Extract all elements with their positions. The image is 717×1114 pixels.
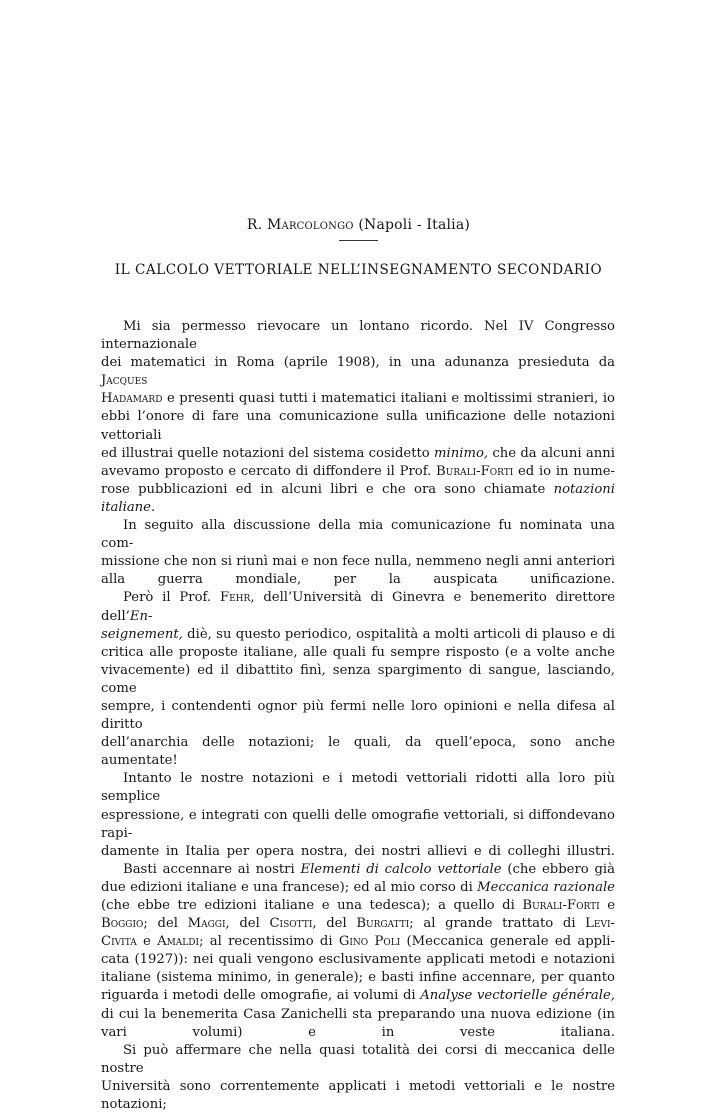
text-run: italiane (sistema minimo, in generale); e basti infine accennare, per quanto	[101, 970, 615, 986]
text-line	[101, 916, 615, 931]
text-line	[101, 771, 615, 804]
text-run: e	[599, 898, 616, 913]
text-run: ; al recentissimo di	[199, 934, 339, 950]
text-line	[101, 880, 615, 895]
text-run: ; al grande trattato di	[409, 916, 586, 932]
author-initial: R.	[246, 217, 263, 233]
text-run: vivacemente) ed il dibattito finì, senza spargimento di sangue, lasciando, come	[101, 662, 615, 696]
text-line	[101, 464, 615, 479]
small-caps-name: Maggi	[187, 916, 226, 932]
text-run: In seguito alla discussione della mia comunicazione fu nominata una com-	[101, 518, 615, 552]
italic-text: En-	[129, 608, 153, 624]
text-run: Università sono correntemente applicati i metodi vettoriali e le nostre notazioni;	[101, 1078, 615, 1113]
article-title: IL CALCOLO VETTORIALE NELL’INSEGNAMENTO SECONDARIO	[114, 262, 603, 278]
paragraph	[101, 517, 615, 589]
text-line	[101, 319, 615, 352]
text-line	[101, 988, 615, 1003]
text-line	[101, 590, 615, 623]
paragraph	[101, 318, 615, 517]
author-surname: Marcolongo	[266, 217, 354, 233]
text-run: damente in Italia per opera nostra, dei nostri allievi e di colleghi illustri.	[101, 843, 615, 859]
text-run: vari volumi) e in veste italiana.	[101, 1024, 615, 1040]
text-run: che da alcuni anni	[488, 445, 615, 461]
italic-text: Elementi di calcolo vettoriale	[300, 861, 502, 877]
text-line	[101, 482, 615, 515]
small-caps-name: Cisotti	[269, 916, 313, 932]
small-caps-name: Fehr	[219, 590, 251, 606]
text-line	[101, 844, 615, 859]
text-run: e presenti quasi tutti i matematici italiani e moltissimi stranieri, io	[162, 391, 615, 407]
text-run: Però il Prof.	[123, 590, 220, 606]
small-caps-name: Burgatti	[356, 916, 410, 932]
text-run: missione che non si riunì mai e non fece nulla, nemmeno negli anni anteriori	[101, 554, 615, 570]
text-run: , del	[312, 916, 357, 932]
small-caps-name: Jacques	[101, 373, 148, 389]
text-run: ed io in nume-	[513, 463, 615, 479]
italic-text: Analyse vectorielle générale,	[420, 988, 615, 1004]
text-line	[101, 554, 615, 569]
text-line	[101, 934, 615, 949]
text-run: due edizioni italiane e una francese); ed al mio corso di	[101, 879, 478, 895]
text-line	[101, 1025, 615, 1040]
italic-text: Meccanica razionale	[477, 879, 615, 895]
small-caps-name: Civita	[101, 934, 137, 950]
small-caps-name: Hadamard	[101, 391, 163, 407]
text-run: dei matematici in Roma (aprile 1908), in una adunanza presieduta da	[101, 355, 615, 371]
small-caps-name: Burali-Forti	[522, 898, 600, 913]
text-run: critica alle proposte italiane, alle quali fu sempre risposto (e a volte anche	[101, 644, 615, 660]
paragraph	[101, 589, 615, 770]
text-run: alla guerra mondiale, per la auspicata unificazione.	[101, 572, 615, 588]
text-line	[101, 952, 615, 967]
text-run: diè, su questo periodico, ospitalità a molti articoli di plauso e di	[182, 626, 615, 642]
text-run: sempre, i contendenti ognor più fermi nelle loro opinioni e nella difesa al diritto	[101, 698, 615, 733]
text-line	[101, 1007, 615, 1022]
article-body	[101, 318, 615, 1114]
italic-text: seignement,	[101, 626, 183, 642]
text-run: (che ebbero già	[501, 861, 615, 877]
text-line	[101, 355, 615, 388]
text-line	[101, 627, 615, 642]
text-run: Intanto le nostre notazioni e i metodi vettoriali ridotti alla loro più semplice	[101, 771, 615, 805]
italic-text: minimo,	[434, 445, 489, 461]
text-run: Si può affermare che nella quasi totalità dei corsi di meccanica delle nostre	[101, 1042, 615, 1076]
text-run: ed illustrai quelle notazioni del sistema cosidetto	[101, 445, 435, 461]
paragraph	[101, 770, 615, 860]
author-line	[0, 217, 717, 233]
text-run: riguarda i metodi delle omografie, ai volumi di	[101, 988, 421, 1004]
text-run: (che ebbe tre edizioni italiane e una tedesca); a quello di	[101, 898, 523, 913]
text-line	[101, 645, 615, 660]
author-place: (Napoli - Italia)	[358, 217, 471, 233]
title-divider	[339, 240, 378, 241]
paragraph	[101, 1042, 615, 1114]
text-line	[101, 663, 615, 696]
text-run: espressione, e integrati con quelli delle omografie vettoriali, si diffondevano rapi-	[101, 807, 615, 841]
text-line	[101, 572, 615, 587]
small-caps-name: Burali-Forti	[436, 463, 514, 479]
text-run: avevamo proposto e cercato di diffondere il Prof.	[101, 463, 437, 479]
text-run: e	[136, 934, 158, 950]
text-run: Mi sia permesso rievocare un lontano ricordo. Nel IV Congresso internazionale	[101, 319, 615, 353]
text-line	[101, 391, 615, 406]
text-line	[101, 518, 615, 551]
small-caps-name: Gino Poli	[338, 934, 401, 950]
small-caps-name: Boggio	[101, 916, 144, 932]
text-line	[101, 1043, 615, 1076]
text-line	[101, 898, 615, 913]
text-line	[101, 446, 615, 461]
text-run: (Meccanica generale ed appli-	[400, 934, 615, 950]
text-line	[101, 735, 615, 768]
text-line	[123, 862, 615, 877]
text-run: di cui la benemerita Casa Zanichelli sta preparando una nuova edizione (in	[101, 1006, 615, 1022]
text-run: dell’anarchia delle notazioni; le quali, da quell’epoca, sono anche aumentate!	[101, 735, 615, 769]
text-run: Basti accennare ai nostri	[123, 861, 301, 877]
text-line	[101, 699, 615, 732]
text-run: cata (1927)): nei quali vengono esclusivamente applicati metodi e notazioni	[101, 952, 615, 968]
text-run: ebbi l’onore di fare una comunicazione sulla unificazione delle notazioni vettoriali	[101, 409, 615, 443]
text-line	[101, 808, 615, 841]
text-run: ; del	[143, 916, 188, 932]
italic-text: notazioni italiane.	[101, 481, 615, 515]
small-caps-name: Amaldi	[157, 934, 200, 950]
text-line	[101, 409, 615, 442]
small-caps-name: Levi-	[585, 916, 616, 932]
text-line	[101, 1079, 615, 1112]
paragraph	[101, 861, 615, 1042]
text-run: rose pubblicazioni ed in alcuni libri e che ora sono chiamate	[101, 481, 554, 497]
text-run: , dell’Università di Ginevra e benemerito direttore dell’	[101, 590, 615, 624]
text-run: , del	[225, 916, 270, 932]
text-line	[101, 970, 615, 985]
